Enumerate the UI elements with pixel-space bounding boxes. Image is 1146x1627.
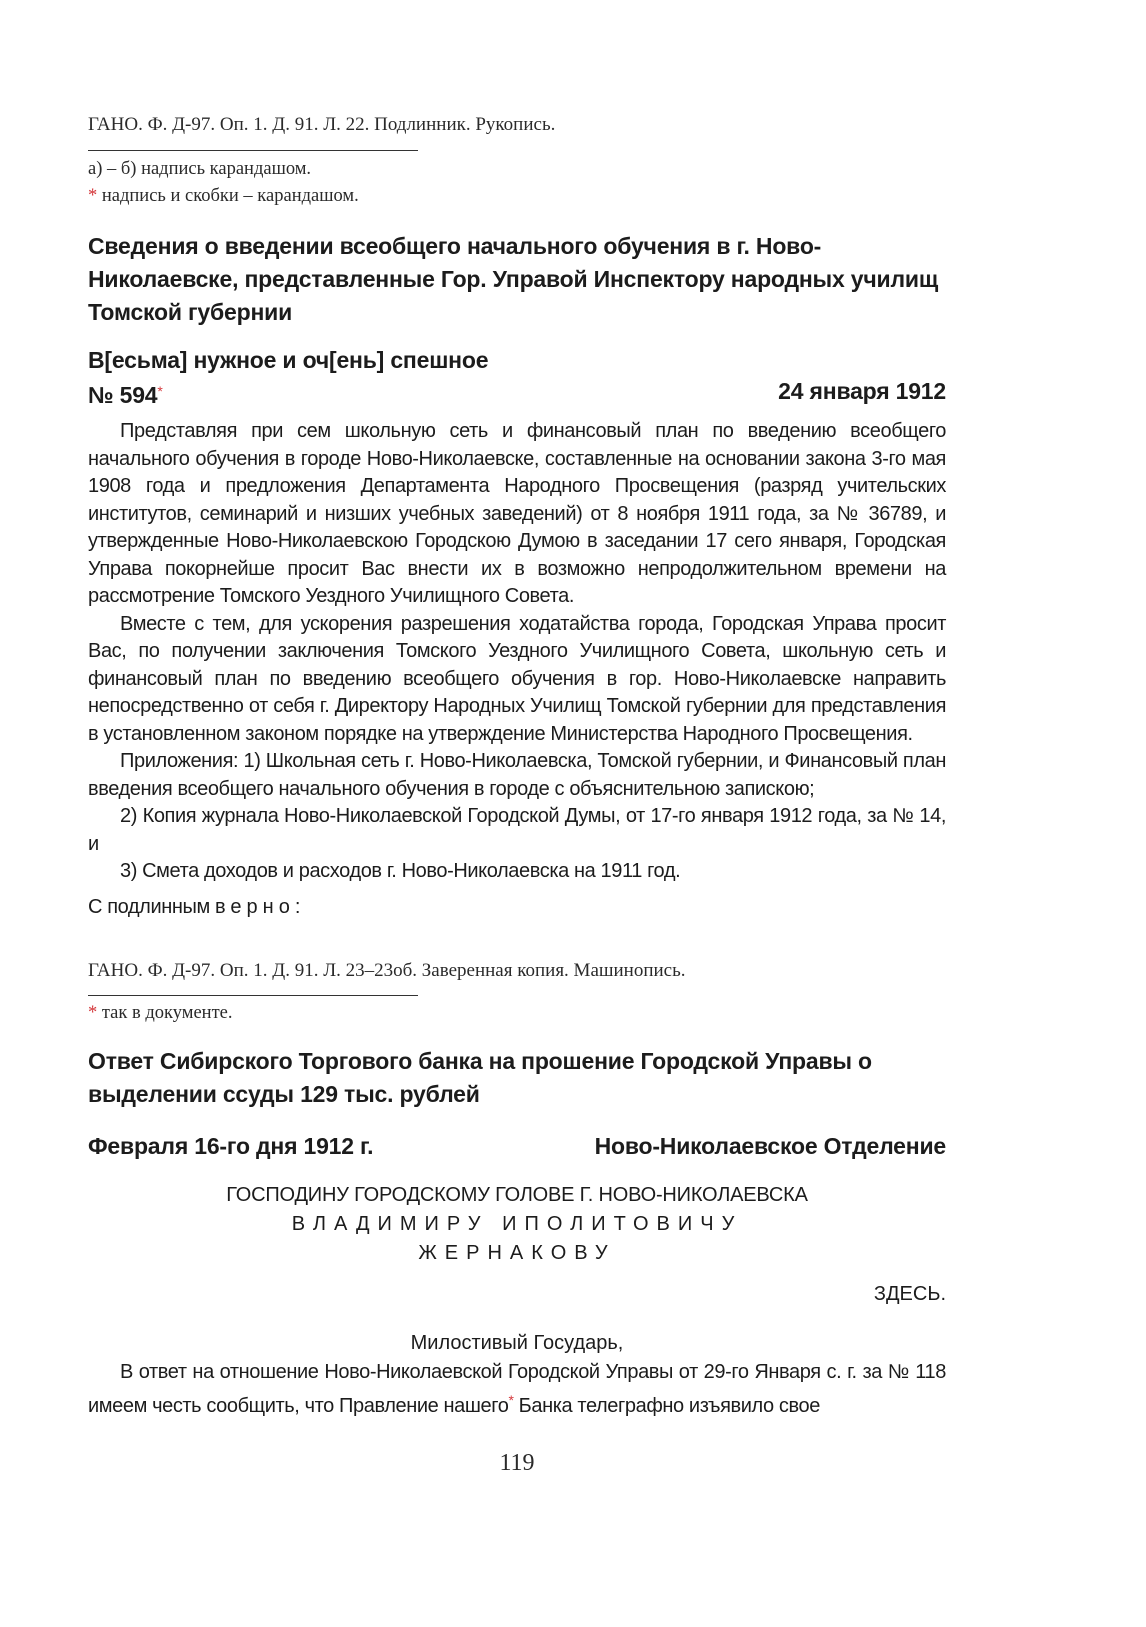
- footnote-asterisk-1: [88, 183, 946, 210]
- doc2-paragraph: 2) Копия журнала Ново-Николаевской Городской Думы, от 17-го января 1912 года, за № 14, и: [88, 805, 946, 855]
- doc3-salutation: Милостивый Государь,: [410, 1332, 624, 1354]
- footnote-a-b: а) – б) надпись карандашом.: [88, 159, 312, 179]
- doc3-title: Ответ Сибирского Торгового банка на прошение Городской Управы о выделении ссуды 129 тыс. рублей: [88, 1048, 872, 1107]
- doc2-date: 24 января 1912: [778, 378, 946, 404]
- doc2-paragraph: Приложения: 1) Школьная сеть г. Ново-Николаевска, Томской губернии, и Финансовый план введения всеобщего начального обучения в городе с объяснительною запискою;: [88, 750, 946, 800]
- footnote-asterisk-2: [88, 1000, 946, 1027]
- page-number: 119: [499, 1450, 535, 1476]
- asterisk-mark: *: [88, 186, 98, 206]
- addressee-line: ЖЕРНАКОВУ: [418, 1242, 616, 1264]
- doc2-paragraph: Представляя при сем школьную сеть и финансовый план по введению всеобщего начального обучения в городе Ново-Николаевске, составленные на основании закона 3-го мая 1908 года и предложения Департамента Народного Просвещения (разряд учительских институтов, семинарий и низших учебных заведений) от 8 ноября 1911 года, за № 36789, и утвержденные Ново-Николаевскою Городскою Думою в заседании 17 сего января, Городская Управа покорнейше просит Вас внести их в возможно непродолжительном времени на рассмотрение Томского Уездного Училищного Совета.: [88, 420, 946, 607]
- footnote-text: так в документе.: [101, 1003, 233, 1023]
- asterisk-mark: *: [157, 383, 163, 399]
- doc2-title: Сведения о введении всеобщего начального обучения в г. Ново-Николаевске, представленные Гор. Управой Инспектору народных училищ Томской губернии: [88, 233, 939, 325]
- doc3-here: ЗДЕСЬ.: [873, 1283, 946, 1305]
- source-note-2: ГАНО. Ф. Д-97. Оп. 1. Д. 91. Л. 23–23об. Заверенная копия. Машинопись.: [88, 960, 686, 981]
- doc2-certification: С подлинным верно:: [88, 895, 306, 918]
- doc2-paragraph: 3) Смета доходов и расходов г. Ново-Николаевска на 1911 год.: [120, 860, 681, 882]
- doc3-addressee: [88, 1181, 946, 1268]
- doc3-paragraph: В ответ на отношение Ново-Николаевской Городской Управы от 29-го Января с. г. за № 118 имеем честь сообщить, что Правление нашего* Банка телеграфно изъявило свое: [88, 1361, 946, 1417]
- doc3-date-branch-row: [88, 1130, 946, 1163]
- source-note-1: ГАНО. Ф. Д-97. Оп. 1. Д. 91. Л. 22. Подлинник. Рукопись.: [88, 114, 556, 135]
- doc2-number: № 594*: [88, 382, 163, 408]
- addressee-line: ГОСПОДИНУ ГОРОДСКОМУ ГОЛОВЕ Г. НОВО-НИКОЛАЕВСКА: [226, 1184, 808, 1206]
- doc3-branch: Ново-Николаевское Отделение: [594, 1133, 946, 1159]
- doc2-paragraph: Вместе с тем, для ускорения разрешения ходатайства города, Городская Управа просит Вас, по получении заключения Томского Уездного Училищного Совета, школьную сеть и финансовый план по введению всеобщего обучения в гор. Ново-Николаевске направить непосредственно от себя г. Директору Народных Училищ Томской губернии для представления в установленном законом порядке на утверждение Министерства Народного Просвещения.: [88, 612, 946, 745]
- doc3-body: [88, 1359, 946, 1420]
- asterisk-mark: *: [88, 1003, 98, 1023]
- asterisk-mark: *: [508, 1391, 514, 1408]
- footnote-rule-1: [88, 150, 418, 151]
- footnote-rule-2: [88, 995, 418, 996]
- doc2-urgency: В[есьма] нужное и оч[ень] спешное: [88, 347, 489, 373]
- footnote-text: надпись и скобки – карандашом.: [101, 186, 359, 206]
- doc3-date: Февраля 16-го дня 1912 г.: [88, 1133, 374, 1159]
- addressee-line: ВЛАДИМИРУ ИПОЛИТОВИЧУ: [291, 1213, 743, 1235]
- doc2-body: [88, 418, 946, 921]
- doc2-number-date-row: [88, 375, 946, 412]
